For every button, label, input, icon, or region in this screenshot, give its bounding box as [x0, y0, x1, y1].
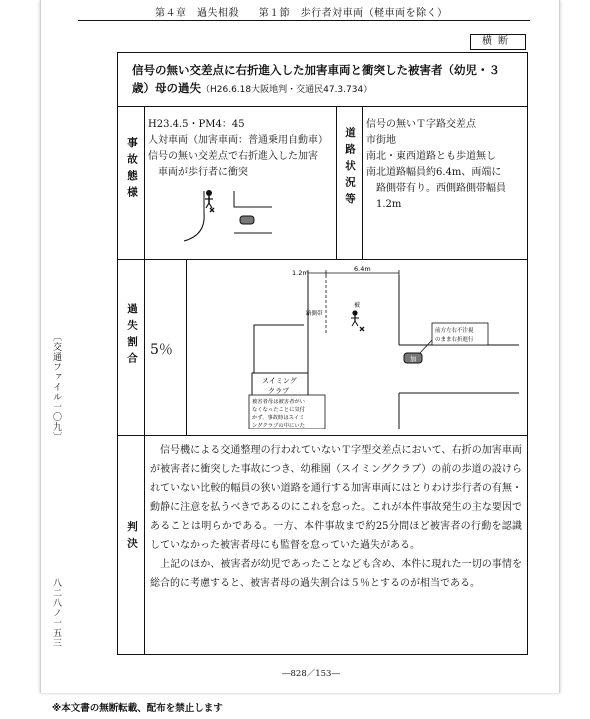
- swim-club-building-outline: [254, 325, 304, 373]
- case-title-line2: 歳）母の過失: [132, 81, 201, 95]
- category-tag: 横断: [470, 34, 526, 50]
- fault-value: 5％: [150, 342, 173, 358]
- section-title: 第１節 歩行者対車両（軽車両を除く）: [258, 8, 448, 19]
- judgment-paragraph-1: 信号機による交通整理の行われていないＴ字型交差点において、右折の加害車両が被害者に衝突した事故につき、幼稚園（スイミングクラブ）の前の歩道の設けられていない比較的幅員の狭い道路を通行する加害車両にはとりわけ歩行者の有無・動静に注意を払うべきであるのにこれを怠った。これが本件事故発生の主な要因であることは明らかである。一方、本件事故まで約25分間ほど被害者の行動を認識していなかった被害者母にも監督を怠っていた過失がある。: [150, 445, 522, 551]
- judgment-paragraph-2: 上記のほか、被害者が幼児であったことなども含め、本件に現れた一切の事情を総合的に考慮すると、被害者母の過失割合は５％とするのが相当である。: [150, 559, 522, 589]
- pedestrian-legs-icon: [206, 203, 212, 208]
- mid-divider-left: [336, 107, 337, 259]
- road-line: 路側帯有り。西側路側帯幅員: [376, 183, 506, 194]
- judgment-text: [150, 441, 522, 593]
- road-text: [366, 117, 526, 213]
- mid-divider-right: [362, 107, 363, 259]
- case-table: [117, 52, 528, 655]
- road-line: 南北・東西道路とも歩道無し: [366, 151, 496, 162]
- callout-left-line2: なくなったことに気付: [252, 407, 305, 413]
- victim-legs-icon: [352, 321, 358, 326]
- road-line: 市街地: [366, 135, 396, 146]
- road-line: 信号の無いＴ字路交差点: [366, 119, 476, 130]
- accident-line: 車両が歩行者に衝突: [158, 167, 248, 178]
- callout-right-line2: のまま右折進行: [435, 337, 474, 343]
- attacker-label: 加: [410, 355, 417, 363]
- row-divider-1: [118, 259, 527, 260]
- case-title-line2-wrap: [132, 79, 517, 99]
- case-title-box: [118, 53, 527, 107]
- case-citation: （H26.6.18大阪地判・交通民47.3.734）: [201, 85, 373, 95]
- road-line: 南北道路幅員約6.4m、両端に: [366, 167, 502, 178]
- road-label: 道路状況等: [344, 127, 356, 210]
- fault-label: 過失割合: [126, 303, 138, 369]
- chapter-title: 第４章 過失相殺: [155, 8, 239, 19]
- swim-club-label-2: クラブ: [268, 387, 289, 395]
- accident-line: 信号の無い交差点で右折進入した加害: [148, 151, 318, 162]
- victim-head-icon: [352, 310, 357, 315]
- collision-mark-icon: [360, 327, 364, 331]
- side-note-page: 八二八ノ一五三: [51, 578, 61, 648]
- row-divider-2: [118, 435, 527, 436]
- accident-line: H23.4.5・PM4：45: [148, 119, 245, 130]
- label-column-divider: [144, 107, 145, 655]
- fault-diagram: [194, 265, 524, 429]
- shoulder-label: 路側帯: [306, 311, 323, 317]
- side-note-file: 〔交通ファイル一〇九〕: [51, 332, 61, 442]
- case-title-line1: 信号の無い交差点に右折進入した加害車両と衝突した被害者（幼児・３: [132, 63, 500, 77]
- header-rule: [78, 20, 530, 21]
- accident-line: 人対車両（加害車両：普通乗用自動車）: [148, 135, 328, 146]
- vehicle-icon: [240, 216, 254, 224]
- road-edge-corner: [234, 191, 272, 207]
- callout-left-line3: かず、事故時はスイミ: [252, 415, 305, 421]
- accident-diagram: [176, 183, 276, 243]
- collision-mark-icon: [210, 208, 214, 212]
- page-number: ―828／153―: [282, 669, 340, 679]
- swim-club-label-1: スイミング: [262, 377, 297, 385]
- copyright-notice: ※本文書の無断転載、配布を禁止します: [52, 703, 223, 714]
- callout-right-line1: 前方左右不注視: [435, 328, 474, 334]
- accident-text: [148, 117, 334, 181]
- road-edge-curve: [184, 191, 204, 241]
- callout-left-line1: 被害者母は被害者がい: [252, 399, 305, 405]
- fault-value-divider: [186, 259, 187, 435]
- page-header: [155, 4, 464, 19]
- dimension-road-label: 6.4m: [354, 265, 371, 273]
- callout-left-line4: ングクラブの中にいた: [252, 423, 305, 429]
- callout-right-pointer: [420, 340, 432, 353]
- victim-label: 被: [354, 302, 361, 309]
- dimension-shoulder-label: 1.2m: [292, 269, 309, 277]
- road-line: 1.2m: [376, 199, 402, 210]
- judgment-label: 判決: [126, 521, 138, 554]
- accident-label: 事故態様: [126, 137, 138, 203]
- pedestrian-head-icon: [206, 190, 212, 196]
